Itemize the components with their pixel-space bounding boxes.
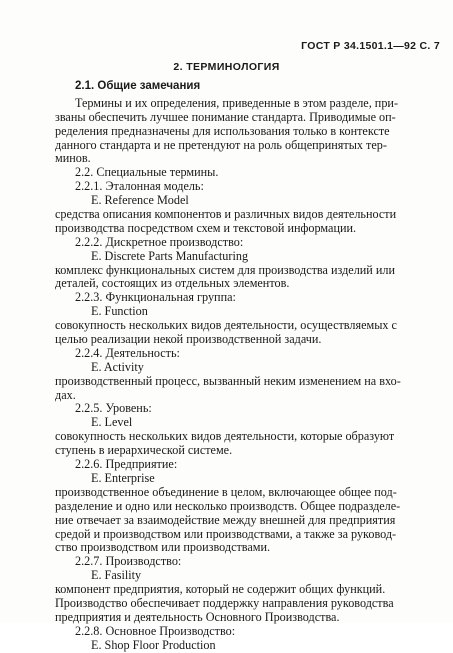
term-definition-line: дах.: [55, 388, 76, 402]
term-definition-line: производственный процесс, вызванный неким изменением на вхо-: [55, 374, 401, 388]
term-definition-line: совокупность нескольких видов деятельности, которые образуют: [55, 430, 395, 444]
term-definition-line: производственное объединение в целом, включающее общее под-: [55, 485, 397, 499]
paragraph-line: данного стандарта и не претендуют на роль общепринятых тер-: [55, 138, 387, 152]
term-definition-line: Производство обеспечивает поддержку направления руководства: [55, 596, 394, 610]
term-definition-line: производства посредством схем и текстовой информации.: [55, 221, 357, 235]
paragraph-line: Термины и их определения, приведенные в этом разделе, при-: [75, 96, 399, 110]
term-definition-line: ступень в иерархической системе.: [55, 444, 233, 458]
term-english: E. Shop Floor Production: [91, 638, 216, 652]
subsection-title: 2.1. Общие замечания: [75, 80, 201, 92]
term-definition-line: разделение и одно или несколько производств. Общее подразделе-: [55, 499, 401, 513]
term-number: 2.2.7. Производство:: [75, 555, 182, 569]
term-number: 2.2.4. Деятельность:: [75, 346, 180, 360]
term-definition-line: комплекс функциональных систем для производства изделий или: [55, 263, 396, 277]
term-definition-line: ство производством или производствами.: [55, 541, 271, 555]
term-definition-line: средства описания компонентов и различных видов деятельности: [55, 208, 397, 222]
term-english: E. Function: [91, 305, 148, 319]
section-title: 2. ТЕРМИНОЛОГИЯ: [173, 61, 280, 73]
paragraph-line: ределения предназначены для использования только в контексте: [55, 124, 390, 138]
term-definition-line: средой и производством или производствами, а также за руковод-: [55, 527, 397, 541]
term-english: E. Level: [91, 416, 133, 430]
term-number: 2.2.2. Дискретное производство:: [75, 235, 244, 249]
subsection-title: 2.2. Специальные термины.: [75, 166, 219, 180]
term-definition-line: совокупность нескольких видов деятельности, осуществляемых с: [55, 319, 397, 333]
paragraph-line: званы обеспечить лучшее понимание стандарта. Приводимые оп-: [55, 110, 396, 124]
document-body: [55, 80, 427, 653]
term-definition-line: деталей, состоящих из отдельных элементов.: [55, 277, 290, 291]
term-number: 2.2.1. Эталонная модель:: [75, 180, 204, 194]
term-definition-line: предприятия и деятельность Основного Производства.: [55, 610, 340, 624]
term-english: E. Discrete Parts Manufacturing: [91, 249, 249, 263]
term-english: E. Activity: [91, 360, 144, 374]
paragraph-line: минов.: [55, 152, 91, 166]
term-english: E. Fasility: [91, 569, 142, 583]
term-number: 2.2.6. Предприятие:: [75, 458, 178, 472]
term-definition-line: компонент предприятия, который не содержит общих функций.: [55, 583, 386, 597]
standard-reference-header: ГОСТ Р 34.1501.1—92 С. 7: [301, 40, 440, 52]
term-english: E. Enterprise: [91, 471, 155, 485]
term-number: 2.2.8. Основное Производство:: [75, 624, 236, 638]
term-number: 2.2.3. Функциональная группа:: [75, 291, 236, 305]
term-english: E. Reference Model: [91, 194, 189, 208]
term-definition-line: целью реализации некой производственной задачи.: [55, 333, 322, 347]
term-definition-line: ние отвечает за взаимодействие между внешней для предприятия: [55, 513, 396, 527]
term-number: 2.2.5. Уровень:: [75, 402, 152, 416]
